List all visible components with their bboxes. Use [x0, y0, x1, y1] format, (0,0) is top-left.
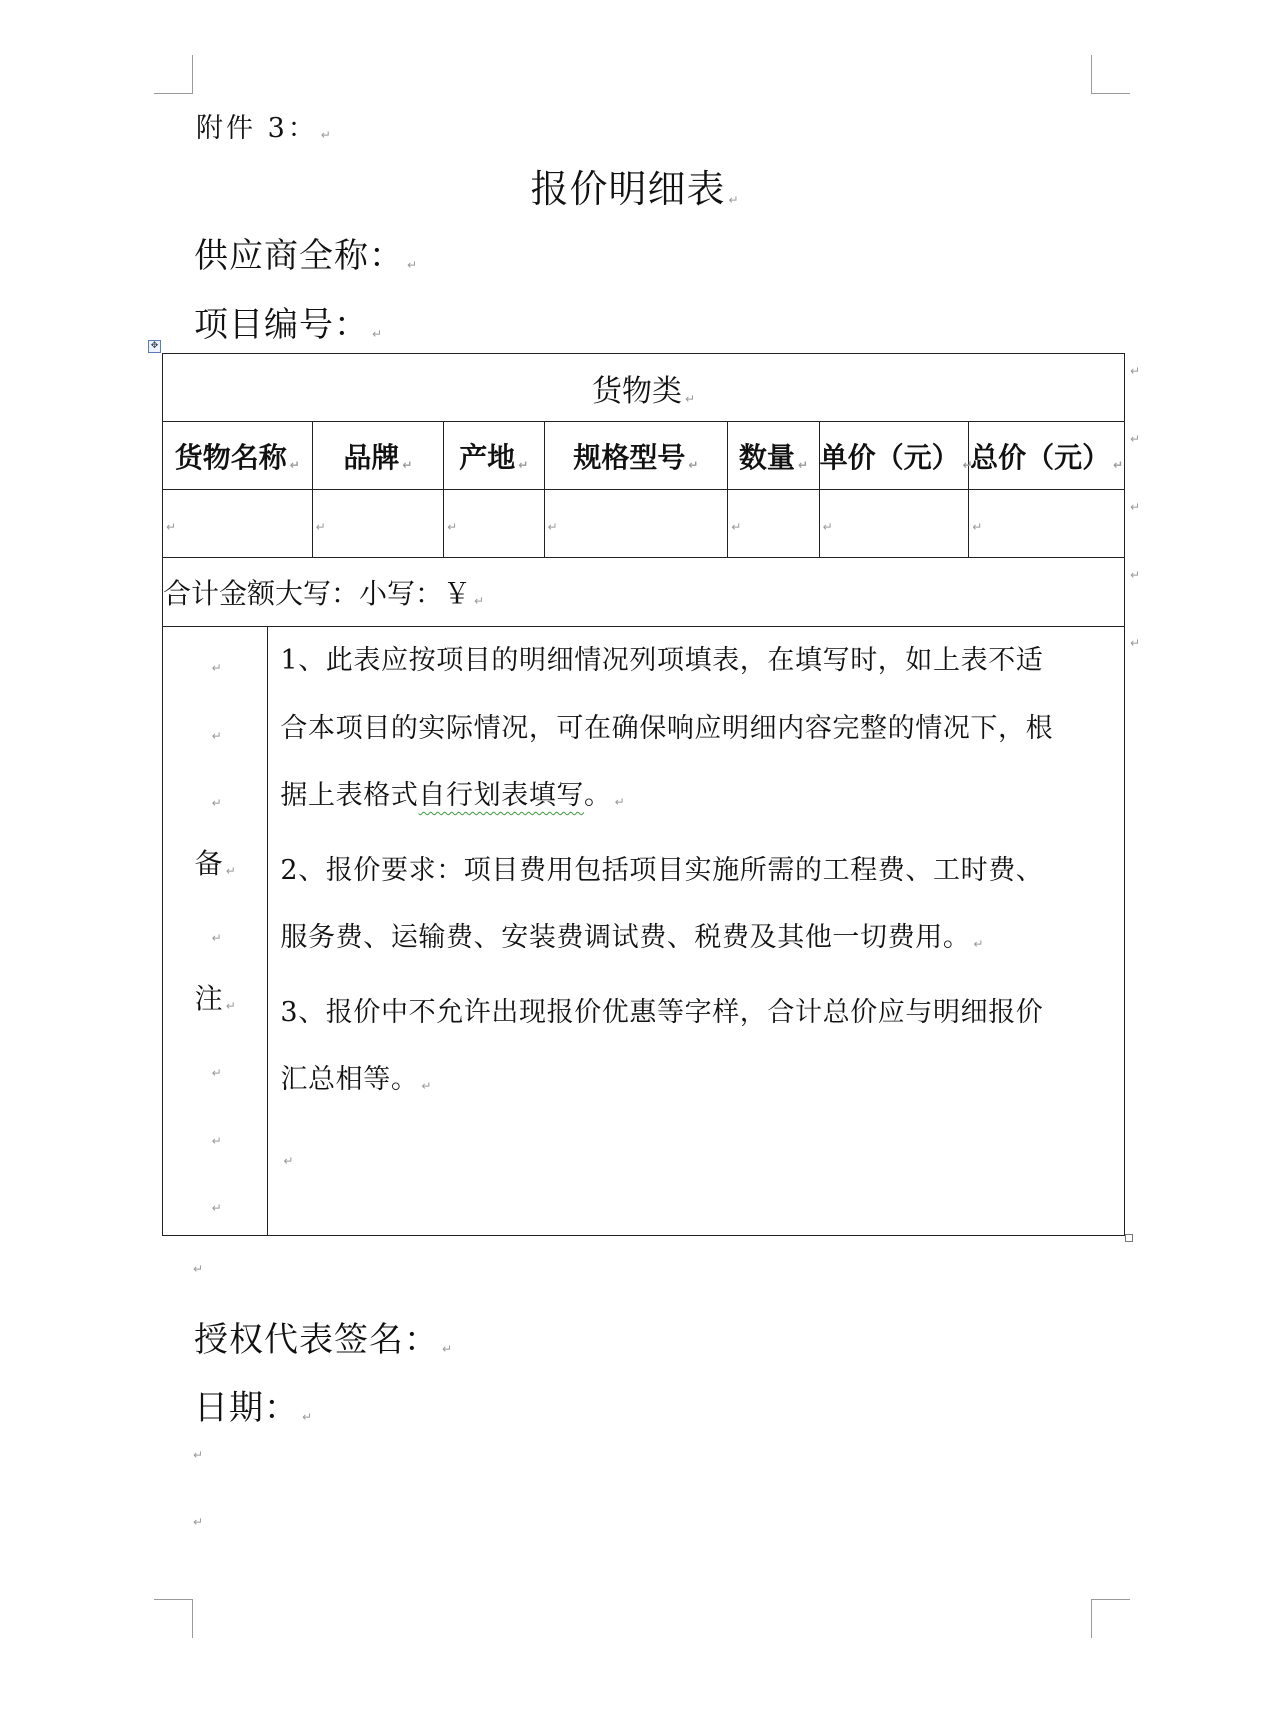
paragraph-mark: ↵ [211, 796, 222, 810]
cell-spec-model[interactable] [544, 490, 728, 558]
paragraph-mark: ↵ [211, 661, 222, 675]
notes-label-char: 注 [194, 981, 223, 1015]
paragraph-mark: ↵ [372, 327, 384, 341]
paragraph-mark: ↵ [447, 519, 458, 534]
paragraph-mark: ↵ [684, 391, 696, 406]
paragraph-mark: ↵ [962, 457, 973, 472]
note-empty-line [280, 1121, 1112, 1196]
row-end-mark: ↵ [1130, 500, 1141, 514]
crop-mark-bottom-left [154, 1599, 193, 1638]
note-item-1: 1、此表应按项目的明细情况列项填表，在填写时，如上表不适 合本项目的实际情况，可在确保响应明细内容完整的情况下，根 据上表格式自行划表填写。 ↵ [280, 645, 1054, 811]
paragraph-mark: ↵ [728, 193, 740, 207]
notes-content-cell[interactable] [268, 627, 1125, 1236]
signature-label: 授权代表签名： ↵ [194, 1320, 454, 1360]
paragraph-mark: ↵ [320, 128, 334, 142]
paragraph-mark: ↵ [407, 258, 419, 272]
paragraph-mark: ↵ [302, 1410, 314, 1424]
paragraph-mark: ↵ [421, 1079, 433, 1093]
supplier-name-label: 供应商全称： ↵ [194, 236, 419, 276]
column-header-spec-model: 规格型号 ↵ [544, 422, 728, 490]
cell-brand[interactable] [312, 490, 444, 558]
table-resize-handle[interactable] [1125, 1234, 1133, 1242]
column-header-goods-name: 货物名称 ↵ [163, 422, 313, 490]
notes-label-cell [163, 627, 268, 1236]
paragraph-mark: ↵ [822, 519, 833, 534]
paragraph-mark: ↵ [193, 1262, 204, 1276]
paragraph-mark: ↵ [474, 594, 485, 608]
cell-total-price[interactable] [969, 490, 1125, 558]
paragraph-mark: ↵ [225, 863, 236, 878]
paragraph-mark: ↵ [973, 937, 985, 951]
column-header-quantity: 数量 ↵ [728, 422, 819, 490]
cell-origin[interactable] [444, 490, 544, 558]
table-move-handle-icon[interactable]: ✥ [148, 340, 161, 353]
row-end-mark: ↵ [1130, 636, 1141, 650]
cell-unit-price[interactable] [819, 490, 969, 558]
crop-mark-bottom-right [1091, 1599, 1130, 1638]
column-header-total-price: 总价（元） ↵ [969, 422, 1125, 490]
paragraph-mark: ↵ [289, 457, 300, 472]
row-end-mark: ↵ [1130, 568, 1141, 582]
paragraph-mark: ↵ [1113, 457, 1124, 472]
crop-mark-top-right [1091, 55, 1130, 94]
cell-goods-name[interactable] [163, 490, 313, 558]
paragraph-mark: ↵ [518, 457, 529, 472]
column-header-origin: 产地 ↵ [444, 422, 544, 490]
quote-detail-table [162, 353, 1125, 1236]
paragraph-mark: ↵ [402, 457, 413, 472]
paragraph-mark: ↵ [972, 519, 983, 534]
paragraph-mark: ↵ [211, 728, 222, 743]
note-item-2: 2、报价要求：项目费用包括项目实施所需的工程费、工时费、 服务费、运输费、安装费调试费、税费及其他一切费用。 ↵ [280, 854, 1044, 953]
paragraph-mark: ↵ [211, 1066, 222, 1080]
note-item-3: 3、报价中不允许出现报价优惠等字样，合计总价应与明细报价 汇总相等。 ↵ [280, 996, 1044, 1095]
paragraph-mark: ↵ [315, 519, 326, 534]
paragraph-mark: ↵ [193, 1448, 204, 1462]
paragraph-mark: ↵ [442, 1342, 454, 1356]
crop-mark-top-left [154, 55, 193, 94]
column-header-brand: 品牌 ↵ [312, 422, 444, 490]
paragraph-mark: ↵ [211, 931, 222, 945]
notes-label-char: 备 [194, 846, 223, 880]
paragraph-mark: ↵ [211, 1133, 222, 1148]
paragraph-mark: ↵ [283, 1153, 295, 1168]
paragraph-mark: ↵ [547, 519, 558, 534]
paragraph-mark: ↵ [614, 795, 626, 809]
paragraph-mark: ↵ [731, 519, 742, 534]
paragraph-mark: ↵ [193, 1515, 204, 1529]
goods-section-title: 货物类 ↵ [163, 354, 1125, 422]
paragraph-mark: ↵ [797, 457, 808, 472]
total-amount-row[interactable]: 合计金额大写：小写：￥ ↵ [163, 558, 1125, 627]
cell-quantity[interactable] [728, 490, 819, 558]
date-label: 日期： ↵ [194, 1388, 314, 1428]
row-end-mark: ↵ [1130, 432, 1141, 446]
column-header-unit-price: 单价（元） ↵ [819, 422, 969, 490]
paragraph-mark: ↵ [166, 519, 177, 534]
paragraph-mark: ↵ [225, 998, 236, 1013]
paragraph-mark: ↵ [688, 457, 699, 472]
grammar-underline: 自行划表填写 [418, 780, 585, 811]
project-number-label: 项目编号： ↵ [194, 305, 384, 345]
attachment-label: 附件 3： ↵ [196, 113, 334, 144]
page-title: 报价明细表 ↵ [530, 167, 740, 211]
paragraph-mark: ↵ [211, 1201, 222, 1215]
row-end-mark: ↵ [1130, 364, 1141, 378]
